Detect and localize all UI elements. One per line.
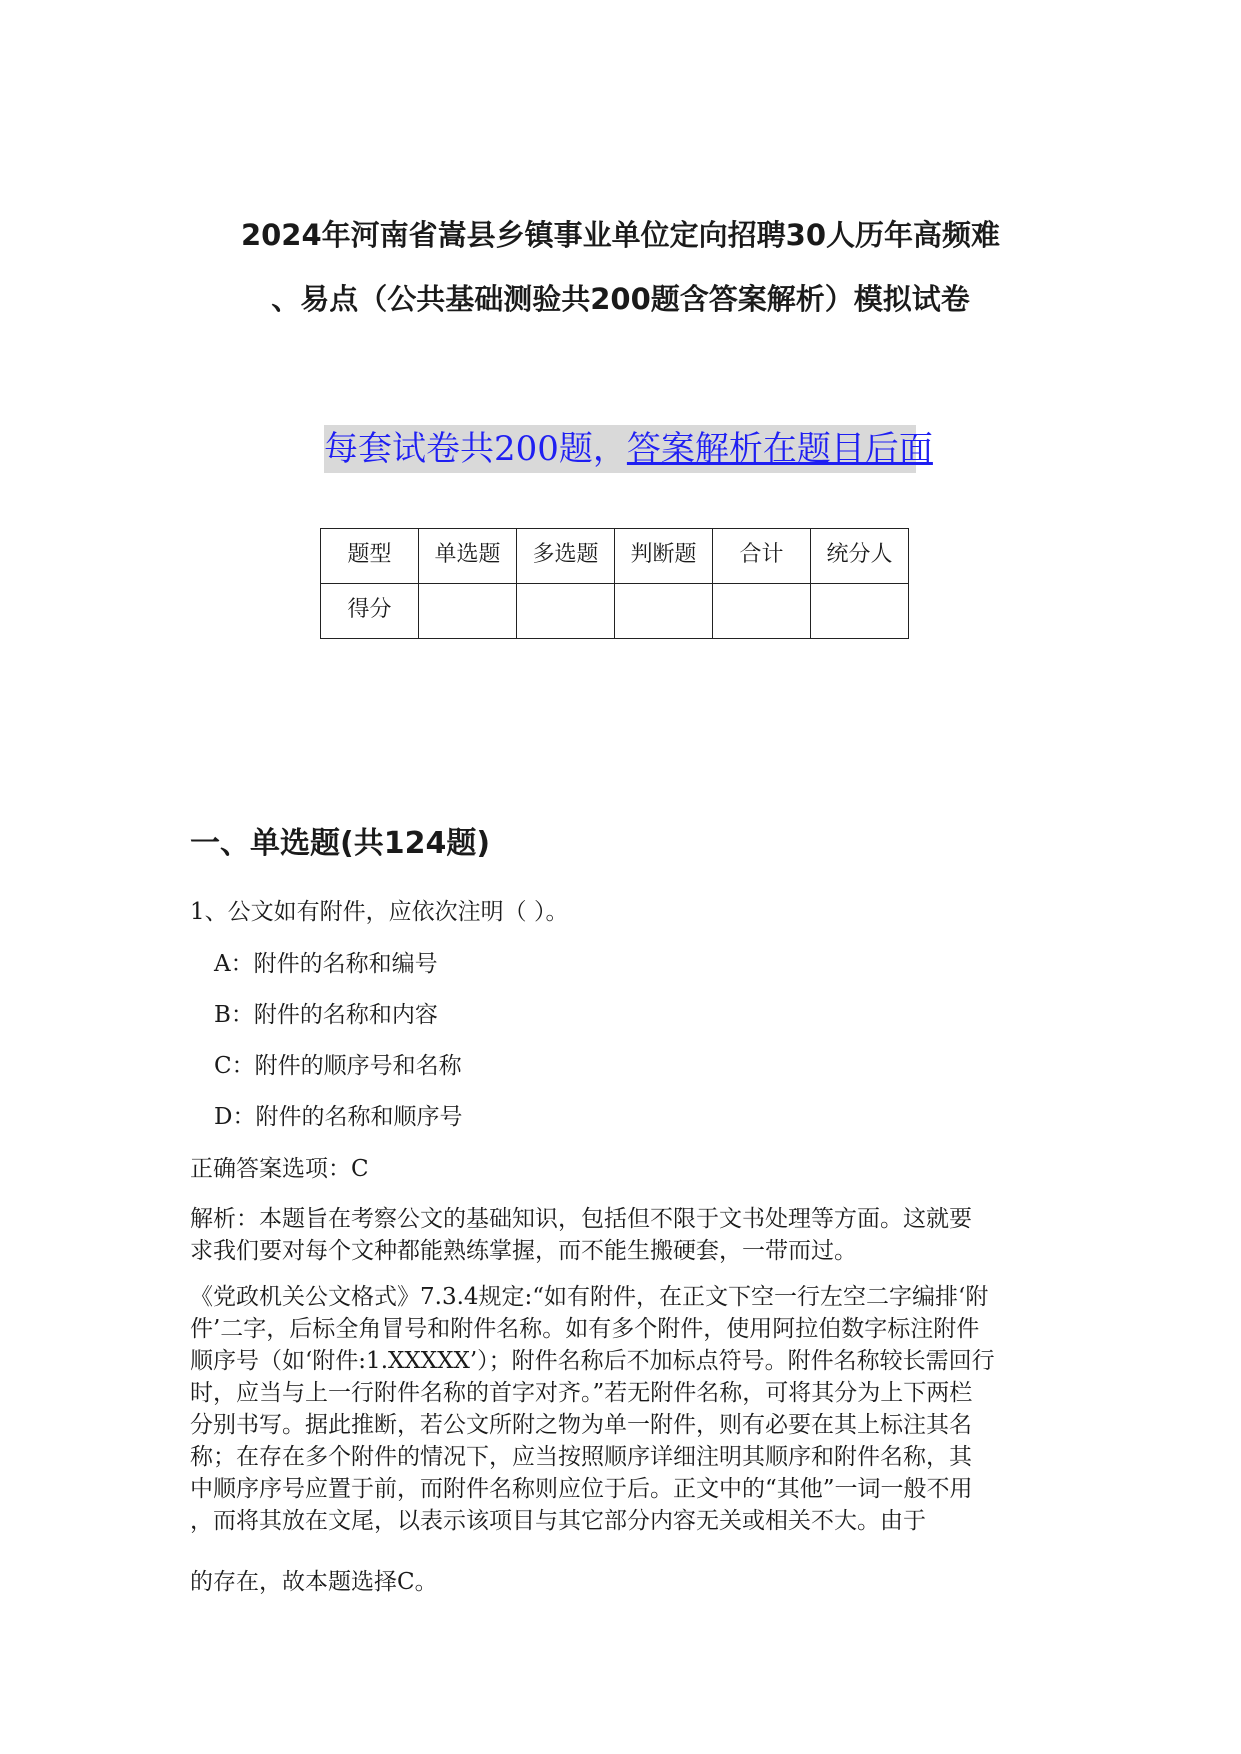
explanation-line: ，而将其放在文尾，以表示该项目与其它部分内容无关或相关不大。由于	[190, 1508, 926, 1534]
explanation-line: 顺序号（如‘附件:1.XXXXX’）；附件名称后不加标点符号。附件名称较长需回行	[190, 1348, 995, 1374]
header-cell-type: 题型	[321, 529, 419, 584]
explanation-line: 称；在存在多个附件的情况下，应当按照顺序详细注明其顺序和附件名称，其	[190, 1444, 972, 1470]
subtitle-banner	[324, 425, 933, 473]
conclusion: 的存在，故本题选择C。	[190, 1569, 438, 1595]
header-cell-true-false: 判断题	[615, 529, 713, 584]
section-heading: 一、单选题(共124题)	[190, 826, 491, 861]
document-title-line-1: 2024年河南省嵩县乡镇事业单位定向招聘30人历年高频难	[240, 218, 1001, 252]
option-b: B：附件的名称和内容	[214, 1002, 438, 1028]
score-table-score-row	[321, 584, 909, 639]
analysis-paragraph	[190, 1203, 1070, 1267]
row-label-score: 得分	[321, 584, 419, 639]
option-a: A：附件的名称和编号	[214, 951, 438, 977]
header-cell-total: 合计	[713, 529, 811, 584]
answer-location-link[interactable]: 答案解析在题目后面	[626, 429, 933, 469]
score-table-header-row	[321, 529, 909, 584]
explanation-line: 时，应当与上一行附件名称的首字对齐。”若无附件名称，可将其分为上下两栏	[190, 1380, 973, 1406]
analysis-line: 解析：本题旨在考察公文的基础知识，包括但不限于文书处理等方面。这就要	[190, 1206, 972, 1232]
score-cell-scorer	[811, 584, 909, 639]
explanation-line: 《党政机关公文格式》7.3.4规定:“如有附件，在正文下空一行左空二字编排‘附	[190, 1284, 989, 1310]
analysis-line: 求我们要对每个文种都能熟练掌握，而不能生搬硬套，一带而过。	[190, 1238, 857, 1264]
option-d: D：附件的名称和顺序号	[214, 1104, 463, 1130]
header-cell-scorer: 统分人	[811, 529, 909, 584]
score-cell-single-choice	[419, 584, 517, 639]
explanation-line: 件’二字，后标全角冒号和附件名称。如有多个附件，使用阿拉伯数字标注附件	[190, 1316, 980, 1342]
correct-answer: 正确答案选项：C	[190, 1156, 369, 1182]
score-cell-multiple-choice	[517, 584, 615, 639]
explanation-paragraph	[190, 1281, 1070, 1537]
explanation-line: 中顺序序号应置于前，而附件名称则应位于后。正文中的“其他”一词一般不用	[190, 1476, 973, 1502]
header-cell-single-choice: 单选题	[419, 529, 517, 584]
score-cell-true-false	[615, 584, 713, 639]
subtitle-text: 每套试卷共200题，	[324, 429, 627, 469]
document-title-line-2: 、易点（公共基础测验共200题含答案解析）模拟试卷	[271, 282, 970, 316]
score-cell-total	[713, 584, 811, 639]
option-c: C：附件的顺序号和名称	[214, 1053, 462, 1079]
explanation-line: 分别书写。据此推断，若公文所附之物为单一附件，则有必要在其上标注其名	[190, 1412, 972, 1438]
question-stem: 1、公文如有附件，应依次注明（ ）。	[190, 899, 569, 925]
header-cell-multiple-choice: 多选题	[517, 529, 615, 584]
score-table	[320, 528, 909, 639]
